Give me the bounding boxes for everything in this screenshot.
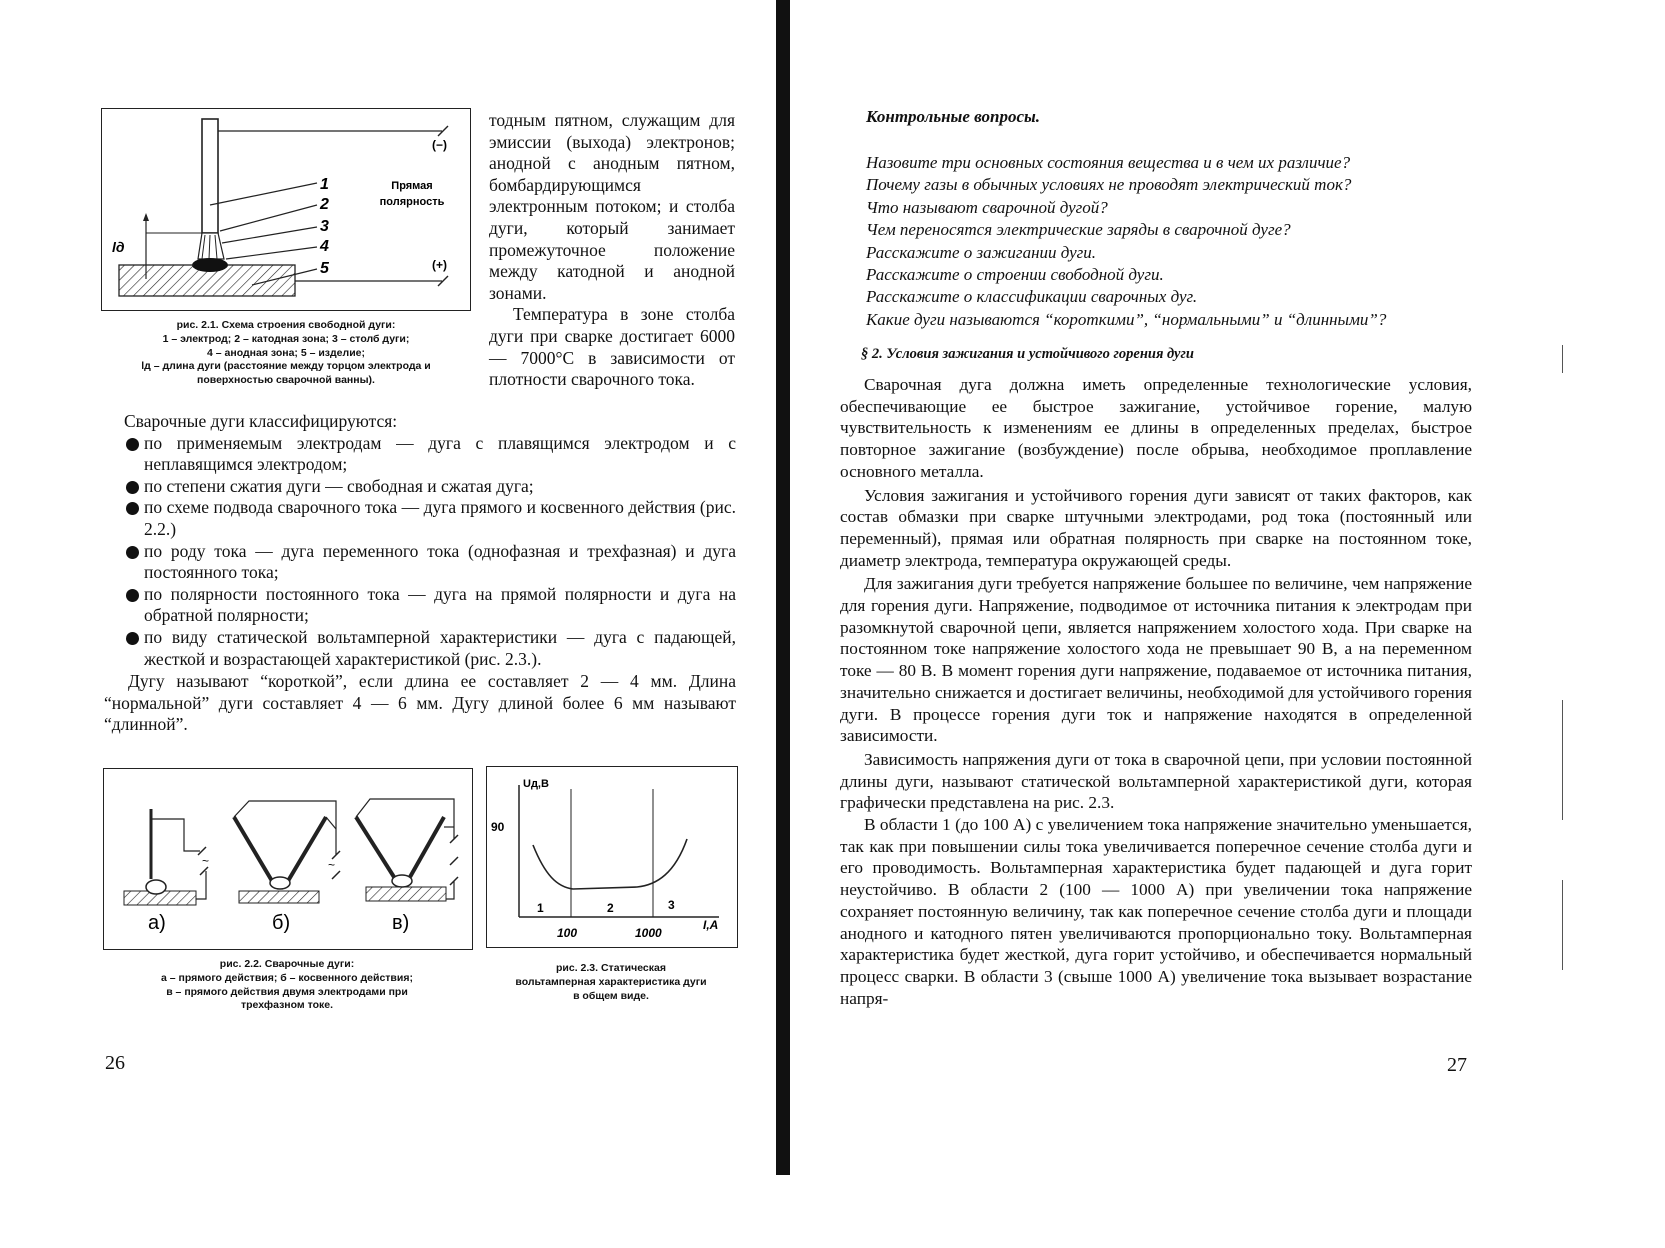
caption-line: в общем виде. xyxy=(573,989,649,1002)
page-number-left: 26 xyxy=(105,1052,125,1074)
paragraph: В области 1 (до 100 А) с увеличением тока напряжение значительно уменьшается, так как при повышении силы тока увеличивается поперечное сечение столба дуги и его проводимость. Вольтамперная характеристика будет падающей и дуга горит неустойчиво. В области 2 (100 — 1000 А) при увеличении тока напряжение сохраняет постоянную величину, так как поперечное сечение столба дуги и площади анодного и катодного пятен увеличиваются пропорционально току. Вольтамперная характеристика будет жесткой, дуга горит устойчиво, и обеспечивается нормальный процесс сварки. В области 3 (свыше 1000 А) увеличение тока вызывает возрастание напря- xyxy=(840,815,1472,1008)
caption-line: трехфазном токе. xyxy=(240,999,334,1012)
figure-2-3 xyxy=(486,766,738,948)
section-title: § 2. Условия зажигания и устойчивого горения дуги xyxy=(861,346,1194,362)
book-spine xyxy=(776,0,790,1175)
paragraph: Дугу называют “короткой”, если длина ее составляет 2 — 4 мм. Длина “нормальной” дуги составляет 4 — 6 мм. Дугу длиной более 6 мм называют “длинной”. xyxy=(104,671,736,735)
paragraph: Зависимость напряжения дуги от тока в сварочной цепи, при условии постоянной длины дуги, называют статической вольтамперной характеристикой дуги, которая графически представлена на рис. 2.3. xyxy=(840,749,1472,813)
figure-2-1 xyxy=(101,108,471,311)
caption-line: 1 – электрод; 2 – катодная зона; 3 – столб дуги; xyxy=(162,332,410,345)
control-questions-list xyxy=(866,152,1456,331)
figure-2-1-caption xyxy=(96,319,476,388)
caption-line: 4 – анодная зона; 5 – изделие; xyxy=(207,346,365,359)
x-tick-1000: 1000 xyxy=(635,926,662,940)
polarity-label: Прямая xyxy=(391,180,433,192)
question: Что называют сварочной дугой? xyxy=(866,197,1108,217)
classification-intro: Сварочные дуги классифицируются: xyxy=(124,411,398,431)
polarity-label-2: полярность xyxy=(379,196,445,208)
caption-line: вольтамперная характеристика дуги xyxy=(515,975,707,988)
welding-arcs-diagram xyxy=(104,769,472,949)
weld-pool xyxy=(192,258,228,272)
figure-2-2 xyxy=(103,768,473,950)
scan-edge-mark xyxy=(1562,345,1563,373)
label-1: 1 xyxy=(320,176,329,193)
caption-line: рис. 2.2. Сварочные дуги: xyxy=(219,958,355,970)
arc-length-paragraph xyxy=(104,671,736,736)
region-3: 3 xyxy=(668,898,675,912)
y-axis-label: Uд,В xyxy=(523,778,549,790)
minus-terminal: (−) xyxy=(432,138,447,152)
caption-line: рис. 2.3. Статическая xyxy=(556,962,666,974)
x-axis-label: I,А xyxy=(703,918,719,932)
paragraph: Температура в зоне столба дуги при сварке достигает 6000 — 7000°С в зависимости от плотности сварочного тока. xyxy=(489,304,735,390)
question: Расскажите о строении свободной дуги. xyxy=(866,265,1164,285)
list-item: по роду тока — дуга переменного тока (однофазная и трехфазная) и дуга постоянного тока; xyxy=(124,541,736,584)
label-3: 3 xyxy=(320,218,329,235)
scan-edge-mark xyxy=(1562,880,1563,970)
caption-line: а – прямого действия; б – косвенного действия; xyxy=(161,971,413,984)
list-item: по применяемым электродам — дуга с плавящимся электродом и с неплавящимся электродом; xyxy=(124,433,736,476)
label-5: 5 xyxy=(320,260,329,277)
control-questions-title: Контрольные вопросы. xyxy=(866,107,1041,126)
paragraph: Для зажигания дуги требуется напряжение большее по величине, чем напряжение для горения дуги. Напряжение, подводимое от источника питания к электродам при разомкнутой сварочной цепи, является напряжением холостого хода. При сварке на постоянном токе напряжение холостого хода не превышает 90 В, а на переменном токе — 80 В. В момент горения дуги напряжение, подаваемое от источника питания, значительно снижается и достигает величины, необходимой для устойчивого горения дуги. В процессе горения дуги ток и напряжение находятся в определенной зависимости. xyxy=(840,574,1472,746)
scan-edge-mark xyxy=(1562,700,1563,820)
label-c: в) xyxy=(392,912,410,934)
vac-curve xyxy=(533,839,687,889)
paragraph: тодным пятном, служащим для эмиссии (выхода) электронов; анодной с анодным пятном, бомбардирующимся электронным потоком; и столба дуги, который занимает промежуточное положение между катодной и анодной зонами. xyxy=(489,110,735,303)
caption-line: рис. 2.1. Схема строения свободной дуги: xyxy=(176,319,396,331)
figure-2-2-caption xyxy=(103,958,471,1013)
question: Назовите три основных состояния вещества и в чем их различие? xyxy=(866,153,1351,172)
page-number-right: 27 xyxy=(1447,1054,1467,1076)
y-tick-90: 90 xyxy=(491,820,505,834)
caption-line: поверхностью сварочной ванны). xyxy=(197,374,375,387)
caption-line: lд – длина дуги (расстояние между торцом электрода и xyxy=(141,360,431,373)
arc-structure-diagram xyxy=(102,109,470,310)
region-1: 1 xyxy=(537,901,544,915)
left-column-text xyxy=(489,110,735,391)
question: Расскажите о классификации сварочных дуг. xyxy=(866,287,1198,307)
list-item: по виду статической вольтамперной характеристики — дуга с падающей, жесткой и возрастающей характеристикой (рис. 2.3.). xyxy=(124,627,736,670)
label-b: б) xyxy=(272,912,291,934)
electrode xyxy=(202,119,218,233)
figure-2-3-caption xyxy=(486,962,736,1003)
label-a: а) xyxy=(148,912,166,934)
list-item: по полярности постоянного тока — дуга на прямой полярности и дуга на обратной полярности; xyxy=(124,584,736,627)
ld-label: lд xyxy=(112,239,125,255)
question: Какие дуги называются “короткими”, “нормальными” и “длинными”? xyxy=(866,309,1387,329)
right-page-body xyxy=(840,374,1472,1009)
plus-terminal: (+) xyxy=(432,258,447,272)
x-tick-100: 100 xyxy=(557,926,578,940)
question: Почему газы в обычных условиях не проводят электрический ток? xyxy=(866,175,1352,195)
list-item: по степени сжатия дуги — свободная и сжатая дуга; xyxy=(124,476,736,498)
paragraph: Условия зажигания и устойчивого горения дуги зависят от таких факторов, как состав обмазки при сварке штучными электродами, род тока (постоянный или переменный), прямая или обратная полярность при сварке на постоянном токе, диаметр электрода, температура окружающей среды. xyxy=(840,485,1472,570)
question: Чем переносятся электрические заряды в сварочной дуге? xyxy=(866,220,1291,240)
label-2: 2 xyxy=(320,196,329,213)
classification-block xyxy=(124,411,736,670)
list-item: по схеме подвода сварочного тока — дуга прямого и косвенного действия (рис. 2.2.) xyxy=(124,497,736,540)
region-2: 2 xyxy=(607,901,614,915)
question: Расскажите о зажигании дуги. xyxy=(866,242,1097,262)
svg-text:~: ~ xyxy=(328,858,336,872)
caption-line: в – прямого действия двумя электродами при xyxy=(166,985,408,998)
paragraph: Сварочная дуга должна иметь определенные технологические условия, обеспечивающие ее быстрое зажигание, устойчивое горение, малую чувствительность к изменениям ее длины в определенных пределах, быстрое повторное зажигание (возбуждение) после обрыва, необходимое проплавление основного металла. xyxy=(840,375,1472,481)
label-4: 4 xyxy=(320,238,329,255)
classification-list xyxy=(124,433,736,671)
svg-text:~: ~ xyxy=(202,854,210,868)
volt-ampere-chart xyxy=(487,767,737,947)
